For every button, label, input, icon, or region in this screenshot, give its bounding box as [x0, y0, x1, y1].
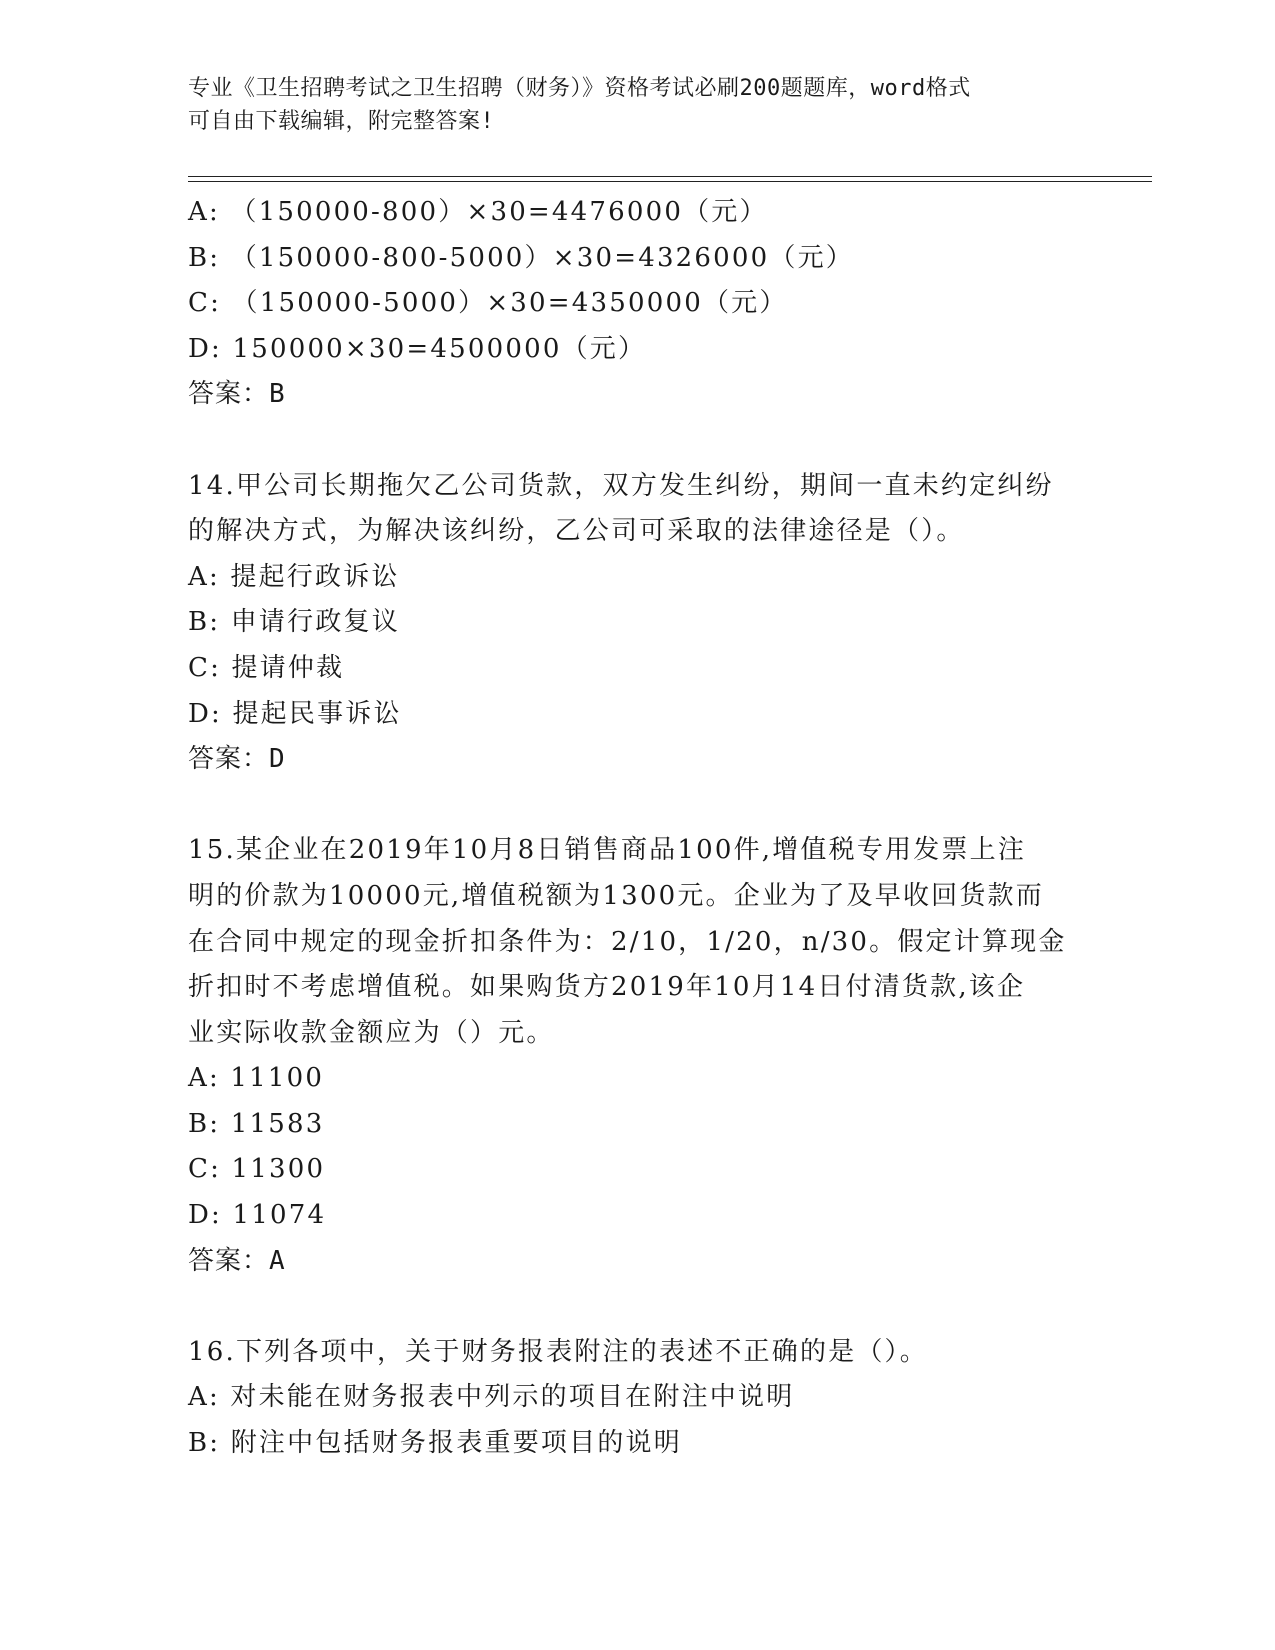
option-b: B: 申请行政复议 — [188, 607, 400, 638]
question-stem-line: 的解决方式，为解决该纠纷，乙公司可采取的法律途径是（）。 — [188, 516, 965, 547]
question-stem-line: 明的价款为10000元,增值税额为1300元。企业为了及早收回货款而 — [188, 880, 1044, 911]
answer-line: 答案：B — [188, 379, 286, 410]
question-stem-line: 业实际收款金额应为（）元。 — [188, 1017, 555, 1048]
option-b: B: 11583 — [188, 1108, 325, 1139]
option-c: C: 提请仲裁 — [188, 652, 345, 683]
spacer — [188, 418, 1088, 464]
question-14 — [188, 464, 1088, 783]
option-c: C: 11300 — [188, 1154, 326, 1185]
option-d: D: 11074 — [188, 1200, 327, 1231]
header-divider-bottom — [188, 181, 1152, 182]
question-16 — [188, 1330, 1088, 1467]
option-a: A: 对未能在财务报表中列示的项目在附注中说明 — [188, 1382, 795, 1413]
answer-line: 答案：D — [188, 744, 286, 775]
spacer — [188, 1284, 1088, 1330]
answer-line: 答案：A — [188, 1245, 286, 1276]
option-d: D: 150000×30=4500000（元） — [188, 333, 647, 364]
option-d: D: 提起民事诉讼 — [188, 698, 402, 729]
header-divider-top — [188, 176, 1152, 177]
option-a: A: 11100 — [188, 1063, 325, 1094]
question-stem-line: 16.下列各项中，关于财务报表附注的表述不正确的是（）。 — [188, 1336, 928, 1367]
header-title-line-2: 可自由下载编辑，附完整答案! — [188, 109, 495, 134]
document-header — [188, 72, 1068, 138]
option-b: B: 附注中包括财务报表重要项目的说明 — [188, 1428, 682, 1459]
question-list — [188, 190, 1088, 1467]
option-a: A: （150000-800）×30=4476000（元） — [188, 197, 768, 227]
spacer — [188, 783, 1088, 829]
question-13 — [188, 190, 1088, 418]
question-stem-line: 折扣时不考虑增值税。如果购货方2019年10月14日付清货款,该企 — [188, 972, 1026, 1003]
question-stem-line: 在合同中规定的现金折扣条件为：2/10，1/20，n/30。假定计算现金 — [188, 926, 1067, 957]
question-stem-line: 14.甲公司长期拖欠乙公司货款，双方发生纠纷，期间一直未约定纠纷 — [188, 470, 1054, 501]
option-a: A: 提起行政诉讼 — [188, 561, 400, 592]
question-15 — [188, 828, 1088, 1284]
option-b: B: （150000-800-5000）×30=4326000（元） — [188, 242, 854, 273]
header-title-line-1: 专业《卫生招聘考试之卫生招聘（财务）》资格考试必刷200题题库，word格式 — [188, 76, 971, 101]
option-c: C: （150000-5000）×30=4350000（元） — [188, 288, 788, 319]
question-stem-line: 15.某企业在2019年10月8日销售商品100件,增值税专用发票上注 — [188, 835, 1027, 866]
